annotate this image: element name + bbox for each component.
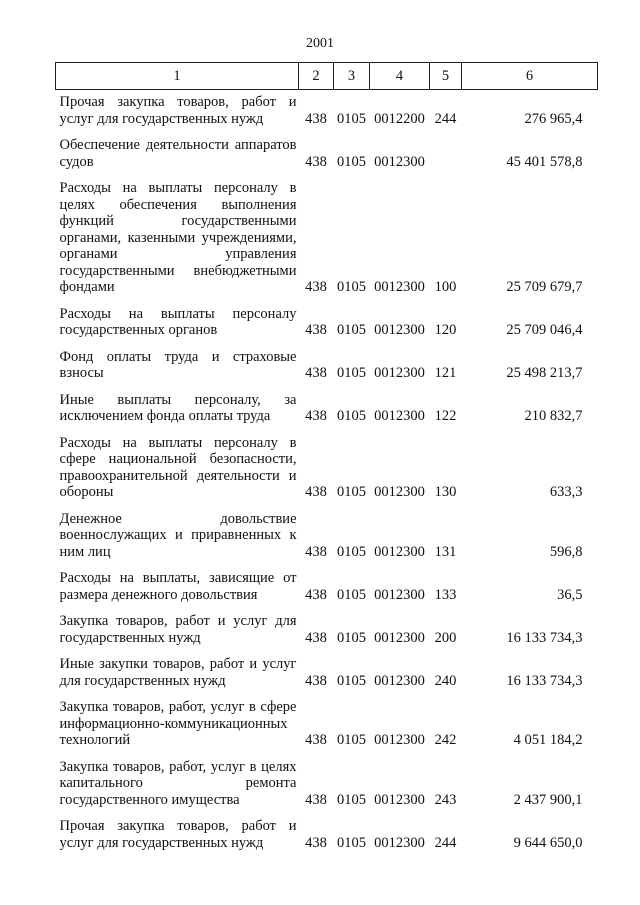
row-name-cell: Закупка товаров, работ, услуг в целях капитального ремонта государственного имущества (59, 758, 297, 808)
budget-table (55, 62, 598, 851)
row-amount: 36,5 (557, 586, 583, 603)
column-header-6: 6 (462, 63, 598, 90)
row-section-code: 0105 (337, 110, 366, 127)
page-number: 2001 (306, 36, 334, 51)
column-header-5: 5 (430, 63, 462, 90)
row-expense-type-code: 242 (434, 732, 457, 748)
row-chapter-code: 438 (305, 322, 327, 338)
row-amount: 9 644 650,0 (513, 834, 583, 851)
row-target-code: 0012300 (374, 365, 425, 381)
row-amount: 276 965,4 (524, 110, 583, 127)
row-expense-type-code: 100 (434, 279, 457, 295)
row-expense-type-code: 131 (434, 543, 457, 560)
table-row (56, 646, 598, 689)
table-row (56, 689, 598, 749)
row-amount: 4 051 184,2 (513, 732, 583, 748)
row-chapter-code: 438 (305, 279, 327, 295)
table-row (56, 382, 598, 425)
row-chapter-code: 438 (305, 732, 327, 748)
row-section-code: 0105 (337, 834, 366, 851)
table-row (56, 749, 598, 809)
row-name-cell: Закупка товаров, работ, услуг в сфере информационно-коммуникационных технологий (59, 699, 297, 748)
table-row (56, 170, 598, 296)
table-row (56, 603, 598, 646)
row-name-cell: Расходы на выплаты, зависящие от размера денежного довольствия (59, 570, 297, 603)
row-amount: 45 401 578,8 (506, 153, 583, 170)
row-section-code: 0105 (337, 279, 366, 295)
row-name-cell: Расходы на выплаты персоналу в сфере национальной безопасности, правоохранительной деятельности и обороны (59, 434, 297, 500)
row-chapter-code: 438 (305, 543, 327, 560)
row-chapter-code: 438 (305, 110, 327, 127)
row-name-cell: Иные закупки товаров, работ и услуг для государственных нужд (59, 656, 297, 689)
table-body (56, 90, 598, 852)
row-chapter-code: 438 (305, 834, 327, 851)
row-expense-type-code: 122 (434, 408, 457, 424)
row-section-code: 0105 (337, 365, 366, 381)
column-header-1: 1 (56, 63, 299, 90)
row-name-cell: Закупка товаров, работ и услуг для государственных нужд (59, 613, 297, 646)
row-target-code: 0012300 (374, 543, 425, 560)
column-header-4: 4 (370, 63, 430, 90)
row-section-code: 0105 (337, 153, 366, 170)
row-section-code: 0105 (337, 586, 366, 603)
row-section-code: 0105 (337, 543, 366, 560)
row-chapter-code: 438 (305, 629, 327, 646)
table-row (56, 127, 598, 170)
row-expense-type-code: 133 (434, 586, 457, 603)
table-row (56, 560, 598, 603)
row-target-code: 0012300 (374, 408, 425, 424)
row-section-code: 0105 (337, 672, 366, 689)
row-target-code: 0012300 (374, 153, 425, 170)
row-target-code: 0012300 (374, 732, 425, 748)
row-section-code: 0105 (337, 732, 366, 748)
row-target-code: 0012300 (374, 322, 425, 338)
row-expense-type-code: 240 (434, 672, 457, 689)
row-chapter-code: 438 (305, 672, 327, 689)
row-target-code: 0012200 (374, 110, 425, 127)
row-section-code: 0105 (337, 791, 366, 808)
row-amount: 16 133 734,3 (506, 629, 583, 646)
table-row (56, 501, 598, 561)
row-expense-type-code: 120 (434, 322, 457, 338)
row-target-code: 0012300 (374, 586, 425, 603)
table-row (56, 296, 598, 339)
row-name-cell: Расходы на выплаты персоналу государственных органов (59, 305, 297, 338)
row-name-cell: Иные выплаты персоналу, за исключением фонда оплаты труда (59, 391, 297, 424)
row-amount: 25 709 046,4 (506, 322, 583, 338)
row-target-code: 0012300 (374, 279, 425, 295)
row-amount: 210 832,7 (524, 408, 583, 424)
row-chapter-code: 438 (305, 365, 327, 381)
row-name-cell: Денежное довольствие военнослужащих и приравненных к ним лиц (59, 510, 297, 560)
row-amount: 633,3 (549, 484, 583, 500)
table-row (56, 339, 598, 382)
row-target-code: 0012300 (374, 629, 425, 646)
row-expense-type-code: 244 (434, 834, 457, 851)
column-header-2: 2 (299, 63, 334, 90)
row-section-code: 0105 (337, 322, 366, 338)
row-chapter-code: 438 (305, 586, 327, 603)
row-name-cell: Обеспечение деятельности аппаратов судов (59, 137, 297, 170)
row-name-cell: Прочая закупка товаров, работ и услуг для государственных нужд (59, 94, 297, 127)
row-name-cell: Фонд оплаты труда и страховые взносы (59, 348, 297, 381)
row-section-code: 0105 (337, 408, 366, 424)
row-amount: 25 709 679,7 (506, 279, 583, 295)
row-target-code: 0012300 (374, 672, 425, 689)
row-chapter-code: 438 (305, 484, 327, 500)
row-target-code: 0012300 (374, 791, 425, 808)
column-header-3: 3 (334, 63, 370, 90)
row-expense-type-code: 130 (434, 484, 457, 500)
row-chapter-code: 438 (305, 408, 327, 424)
row-expense-type-code: 244 (434, 110, 457, 127)
row-section-code: 0105 (337, 629, 366, 646)
row-amount: 25 498 213,7 (506, 365, 583, 381)
row-target-code: 0012300 (374, 834, 425, 851)
row-amount: 596,8 (549, 543, 583, 560)
row-expense-type-code: 121 (434, 365, 457, 381)
row-expense-type-code: 243 (434, 791, 457, 808)
table-header-row (56, 63, 598, 90)
row-name-cell: Прочая закупка товаров, работ и услуг для государственных нужд (59, 818, 297, 851)
row-section-code: 0105 (337, 484, 366, 500)
row-name-cell: Расходы на выплаты персоналу в целях обеспечения выполнения функций государственными органами, казенными учреждениями, органами управления государственными внебюджетными фондами (59, 180, 297, 295)
table-row (56, 808, 598, 851)
row-expense-type-code (430, 127, 462, 170)
row-amount: 2 437 900,1 (513, 791, 583, 808)
row-expense-type-code: 200 (434, 629, 457, 646)
table-row (56, 425, 598, 501)
row-target-code: 0012300 (374, 484, 425, 500)
row-chapter-code: 438 (305, 153, 327, 170)
table-row (56, 90, 598, 128)
row-amount: 16 133 734,3 (506, 672, 583, 689)
row-chapter-code: 438 (305, 791, 327, 808)
